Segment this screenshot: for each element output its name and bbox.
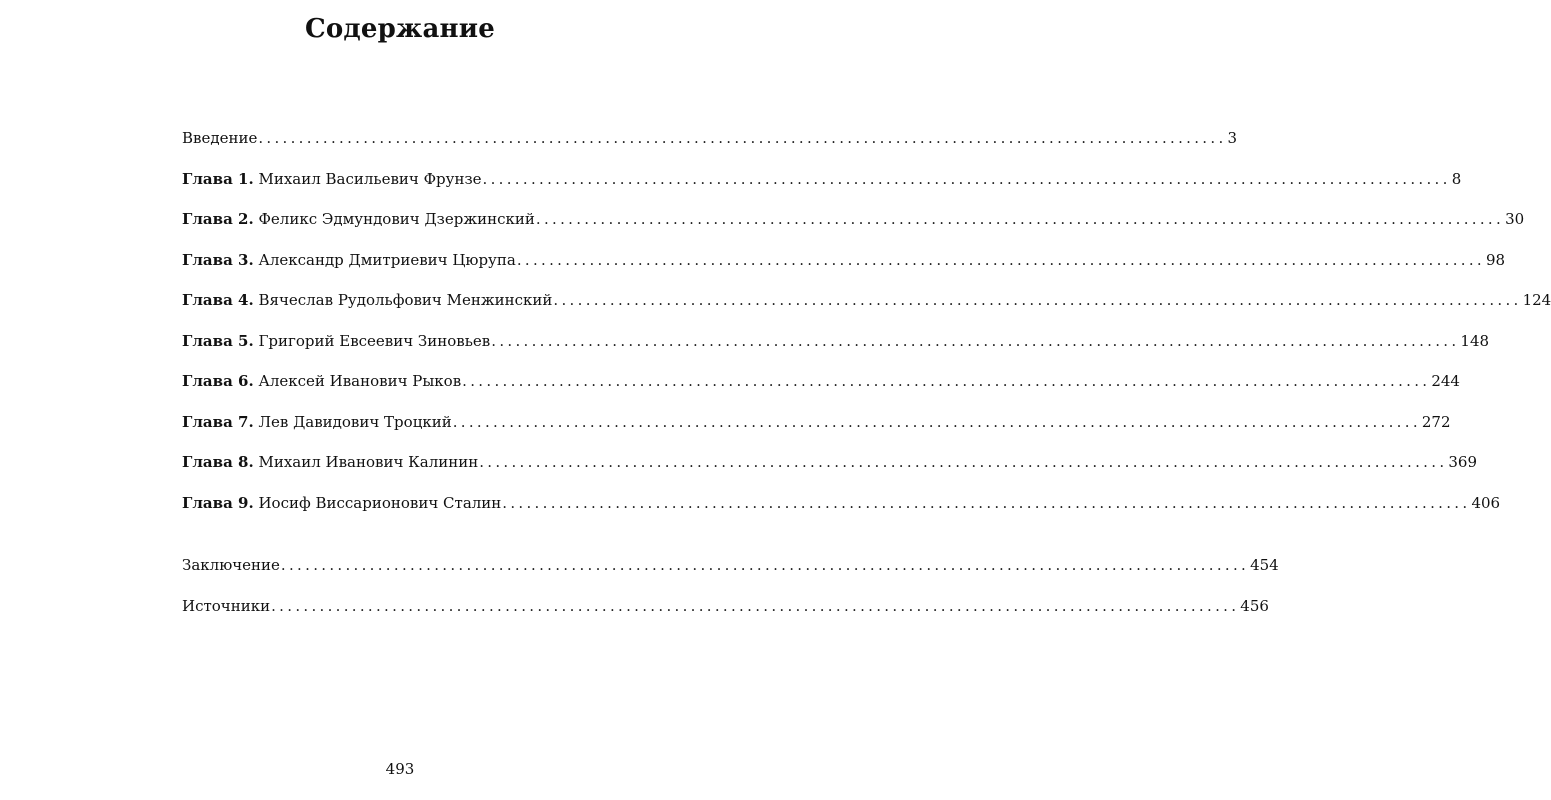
- toc-main-list: [182, 128, 1551, 533]
- toc-entry-page: 30: [1505, 210, 1525, 228]
- toc-entry-intro[interactable]: [182, 128, 1238, 148]
- toc-entry-page: 98: [1486, 250, 1506, 269]
- toc-back-list: [182, 555, 1279, 637]
- chapter-name: Александр Дмитриевич Цюрупа: [258, 250, 516, 269]
- toc-entry-label: [182, 331, 490, 351]
- toc-entry-page: 148: [1460, 331, 1490, 350]
- toc-entry-page: 456: [1240, 597, 1269, 615]
- chapter-name: Феликс Эдмундович Дзержинский: [258, 210, 535, 228]
- page-title: Содержание: [304, 14, 496, 44]
- dot-leader: ........................................................................................................................: [280, 556, 1250, 574]
- chapter-number: Глава 2.: [182, 210, 254, 228]
- toc-entry-page: 3: [1227, 129, 1238, 147]
- chapter-number: Глава 6.: [182, 372, 254, 390]
- dot-leader: ........................................................................................................................: [535, 210, 1505, 228]
- dot-leader: ........................................................................................................................: [479, 453, 1448, 471]
- toc-entry-chapter-7[interactable]: [182, 412, 1451, 432]
- chapter-number: Глава 1.: [182, 169, 254, 188]
- dot-leader: ........................................................................................................................: [491, 331, 1460, 350]
- toc-entry-conclusion[interactable]: [182, 555, 1279, 575]
- toc-entry-chapter-8[interactable]: [182, 452, 1478, 472]
- chapter-number: Глава 9.: [182, 493, 254, 512]
- toc-entry-label: [182, 371, 461, 391]
- toc-entry-label: [182, 169, 482, 189]
- toc-entry-chapter-9[interactable]: [182, 493, 1501, 513]
- chapter-name: Вячеслав Рудольфович Менжинский: [258, 291, 553, 309]
- chapter-number: Глава 4.: [182, 291, 254, 309]
- dot-leader: ........................................................................................................................: [516, 250, 1485, 269]
- chapter-name: Лев Давидович Троцкий: [258, 412, 452, 431]
- dot-leader: ........................................................................................................................: [452, 412, 1421, 431]
- toc-entry-label: Источники: [182, 597, 271, 615]
- chapter-number: Глава 3.: [182, 250, 254, 269]
- chapter-name: Иосиф Виссарионович Сталин: [258, 493, 502, 512]
- dot-leader: ........................................................................................................................: [553, 291, 1522, 309]
- page-number: 493: [385, 760, 415, 778]
- toc-entry-chapter-4[interactable]: [182, 290, 1551, 310]
- toc-entry-label: Заключение: [182, 556, 280, 574]
- toc-entry-chapter-1[interactable]: [182, 169, 1462, 189]
- dot-leader: ........................................................................................................................: [462, 372, 1431, 390]
- dot-leader: ........................................................................................................................: [258, 129, 1227, 147]
- toc-entry-label: [182, 493, 501, 513]
- toc-entry-page: 8: [1451, 169, 1462, 188]
- toc-entry-page: 369: [1448, 453, 1478, 471]
- chapter-number: Глава 7.: [182, 412, 254, 431]
- toc-entry-label: [182, 452, 478, 472]
- chapter-name: Михаил Иванович Калинин: [258, 453, 479, 471]
- toc-entry-sources[interactable]: [182, 596, 1269, 616]
- dot-leader: ........................................................................................................................: [482, 169, 1451, 188]
- toc-entry-chapter-2[interactable]: [182, 209, 1525, 229]
- chapter-number: Глава 5.: [182, 331, 254, 350]
- chapter-number: Глава 8.: [182, 453, 254, 471]
- toc-entry-chapter-3[interactable]: [182, 250, 1506, 270]
- dot-leader: ........................................................................................................................: [502, 493, 1471, 512]
- chapter-name: Алексей Иванович Рыков: [258, 372, 462, 390]
- chapter-name: Григорий Евсеевич Зиновьев: [258, 331, 491, 350]
- toc-entry-chapter-5[interactable]: [182, 331, 1490, 351]
- toc-entry-page: 454: [1250, 556, 1279, 574]
- toc-entry-chapter-6[interactable]: [182, 371, 1460, 391]
- toc-entry-page: 406: [1471, 493, 1501, 512]
- toc-entry-label: [182, 209, 535, 229]
- toc-entry-label: [182, 250, 516, 270]
- toc-entry-page: 272: [1421, 412, 1451, 431]
- toc-entry-page: 124: [1522, 291, 1551, 309]
- toc-entry-label: [182, 412, 452, 432]
- dot-leader: ........................................................................................................................: [271, 597, 1240, 615]
- toc-entry-page: 244: [1431, 372, 1460, 390]
- chapter-name: Михаил Васильевич Фрунзе: [258, 169, 482, 188]
- toc-entry-label: Введение: [182, 129, 258, 147]
- toc-entry-label: [182, 290, 552, 310]
